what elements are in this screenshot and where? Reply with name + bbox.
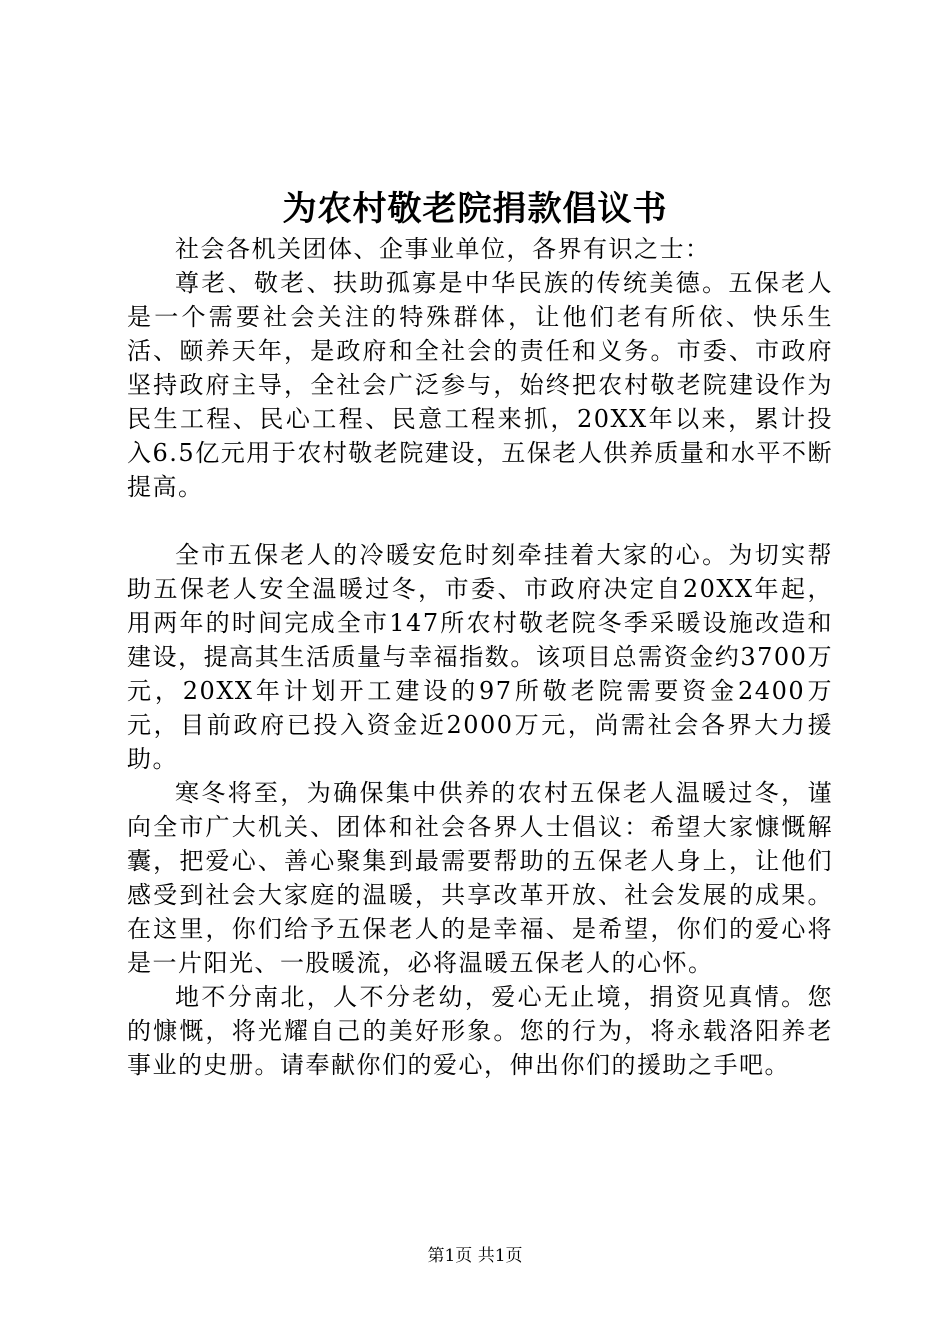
document-title: 为农村敬老院捐款倡议书 — [282, 189, 668, 229]
page-number-footer: 第1页 共1页 — [427, 1246, 523, 1266]
salutation: 社会各机关团体、企事业单位，各界有识之士： — [175, 235, 711, 263]
paragraph-2: 全市五保老人的冷暖安危时刻牵挂着大家的心。为切实帮助五保老人安全温暖过冬，市委、市政府决定自20XX年起，用两年的时间完成全市147所农村敬老院冬季采暖设施改造和建设，提高其生活质量与幸福指数。该项目总需资金约3700万元，20XX年计划开工建设的97所敬老院需要资金2400万元，目前政府已投入资金近2000万元，尚需社会各界大力援助。 — [127, 541, 833, 773]
paragraph-4: 地不分南北，人不分老幼，爱心无止境，捐资见真情。您的慷慨，将光耀自己的美好形象。您的行为，将永载洛阳养老事业的史册。请奉献你们的爱心，伸出你们的援助之手吧。 — [127, 983, 833, 1079]
paragraph-3: 寒冬将至，为确保集中供养的农村五保老人温暖过冬，谨向全市广大机关、团体和社会各界人士倡议：希望大家慷慨解囊，把爱心、善心聚集到最需要帮助的五保老人身上，让他们感受到社会大家庭的温暖，共享改革开放、社会发展的成果。在这里，你们给予五保老人的是幸福、是希望，你们的爱心将是一片阳光、一股暖流，必将温暖五保老人的心怀。 — [127, 779, 833, 977]
paragraph-1: 尊老、敬老、扶助孤寡是中华民族的传统美德。五保老人是一个需要社会关注的特殊群体，让他们老有所依、快乐生活、颐养天年，是政府和全社会的责任和义务。市委、市政府坚持政府主导，全社会广泛参与，始终把农村敬老院建设作为民生工程、民心工程、民意工程来抓，20XX年以来，累计投入6.5亿元用于农村敬老院建设，五保老人供养质量和水平不断提高。 — [127, 269, 833, 501]
document-body — [127, 232, 833, 1082]
